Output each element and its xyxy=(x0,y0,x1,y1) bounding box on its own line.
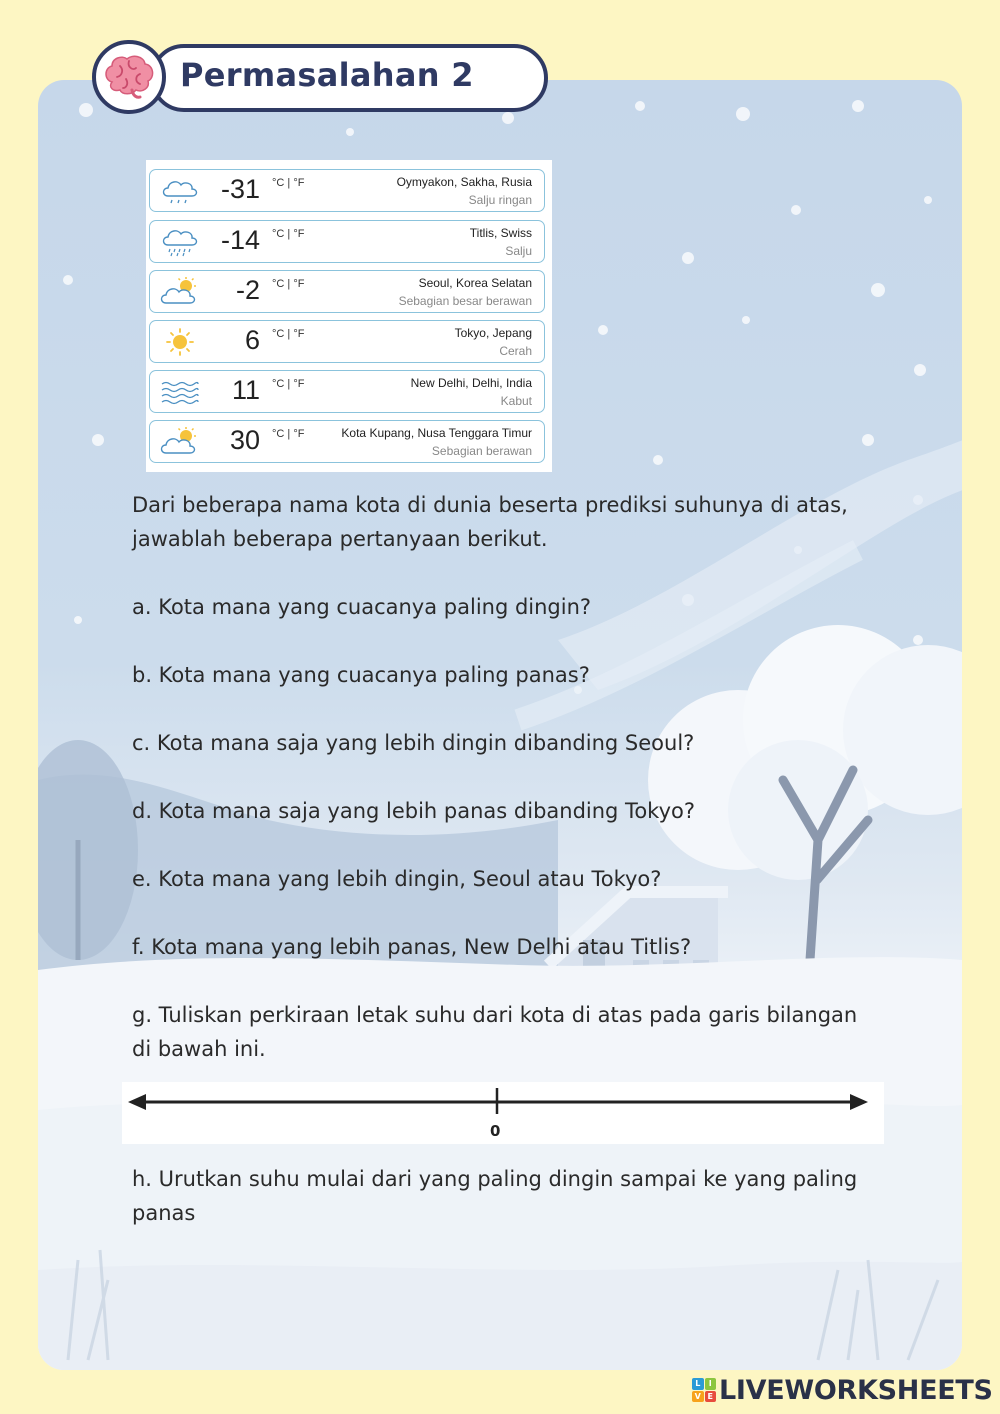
partly-cloudy-icon xyxy=(160,427,200,457)
temperature: 6 xyxy=(244,325,260,355)
question-h: h. Urutkan suhu mulai dari yang paling dingin sampai ke yang paling panas xyxy=(132,1167,858,1225)
city-name: Titlis, Swiss xyxy=(469,226,532,240)
weather-row xyxy=(149,320,545,363)
city-name: Tokyo, Jepang xyxy=(454,326,532,340)
question-e: e. Kota mana yang lebih dingin, Seoul atau Tokyo? xyxy=(132,867,662,891)
temperature: -2 xyxy=(235,275,260,305)
weather-table xyxy=(146,160,552,472)
weather-row xyxy=(149,220,545,263)
city-name: Seoul, Korea Selatan xyxy=(418,276,532,290)
unit-toggle: °C | °F xyxy=(272,428,305,440)
weather-condition: Sebagian besar berawan xyxy=(398,294,532,308)
temperature: -14 xyxy=(220,225,260,255)
temperature: 30 xyxy=(229,425,260,455)
brain-icon xyxy=(92,40,166,114)
weather-condition: Salju xyxy=(505,244,532,258)
weather-condition: Sebagian berawan xyxy=(431,444,532,458)
unit-toggle: °C | °F xyxy=(272,228,305,240)
number-line-axis xyxy=(122,1082,884,1144)
city-name: Oymyakon, Sakha, Rusia xyxy=(396,175,532,189)
zero-label: 0 xyxy=(490,1122,501,1140)
partly-cloudy-icon xyxy=(160,277,200,307)
unit-toggle: °C | °F xyxy=(272,278,305,290)
number-line xyxy=(122,1082,884,1144)
weather-condition: Cerah xyxy=(499,344,532,358)
unit-toggle: °C | °F xyxy=(272,378,305,390)
unit-toggle: °C | °F xyxy=(272,177,305,189)
liveworksheets-mark-icon: L I V E xyxy=(692,1378,716,1402)
question-a: a. Kota mana yang cuacanya paling dingin? xyxy=(132,595,592,619)
city-name: Kota Kupang, Nusa Tenggara Timur xyxy=(341,426,532,440)
page-title: Permasalahan 2 xyxy=(180,56,474,94)
intro-text: Dari beberapa nama kota di dunia beserta prediksi suhunya di atas, jawablah beberapa pertanyaan berikut. xyxy=(132,493,848,551)
temperature: 11 xyxy=(231,375,260,405)
weather-row xyxy=(149,420,545,463)
question-c: c. Kota mana saja yang lebih dingin dibanding Seoul? xyxy=(132,731,695,755)
unit-toggle: °C | °F xyxy=(272,328,305,340)
question-b: b. Kota mana yang cuacanya paling panas? xyxy=(132,663,590,687)
fog-icon xyxy=(160,377,200,407)
weather-row xyxy=(149,370,545,413)
temperature: -31 xyxy=(220,174,260,204)
liveworksheets-logo xyxy=(692,1372,993,1408)
question-g: g. Tuliskan perkiraan letak suhu dari kota di atas pada garis bilangan di bawah ini. xyxy=(132,1003,858,1061)
sun-icon xyxy=(160,327,200,357)
city-name: New Delhi, Delhi, India xyxy=(410,376,532,390)
cloud-light-snow-icon xyxy=(160,176,200,206)
cloud-snow-icon xyxy=(160,227,200,257)
weather-row xyxy=(149,270,545,313)
question-d: d. Kota mana saja yang lebih panas dibanding Tokyo? xyxy=(132,799,696,823)
brand-name: LIVEWORKSHEETS xyxy=(719,1374,993,1406)
question-f: f. Kota mana yang lebih panas, New Delhi atau Titlis? xyxy=(132,935,692,959)
weather-condition: Kabut xyxy=(500,394,532,408)
weather-condition: Salju ringan xyxy=(468,193,532,207)
weather-row xyxy=(149,169,545,212)
